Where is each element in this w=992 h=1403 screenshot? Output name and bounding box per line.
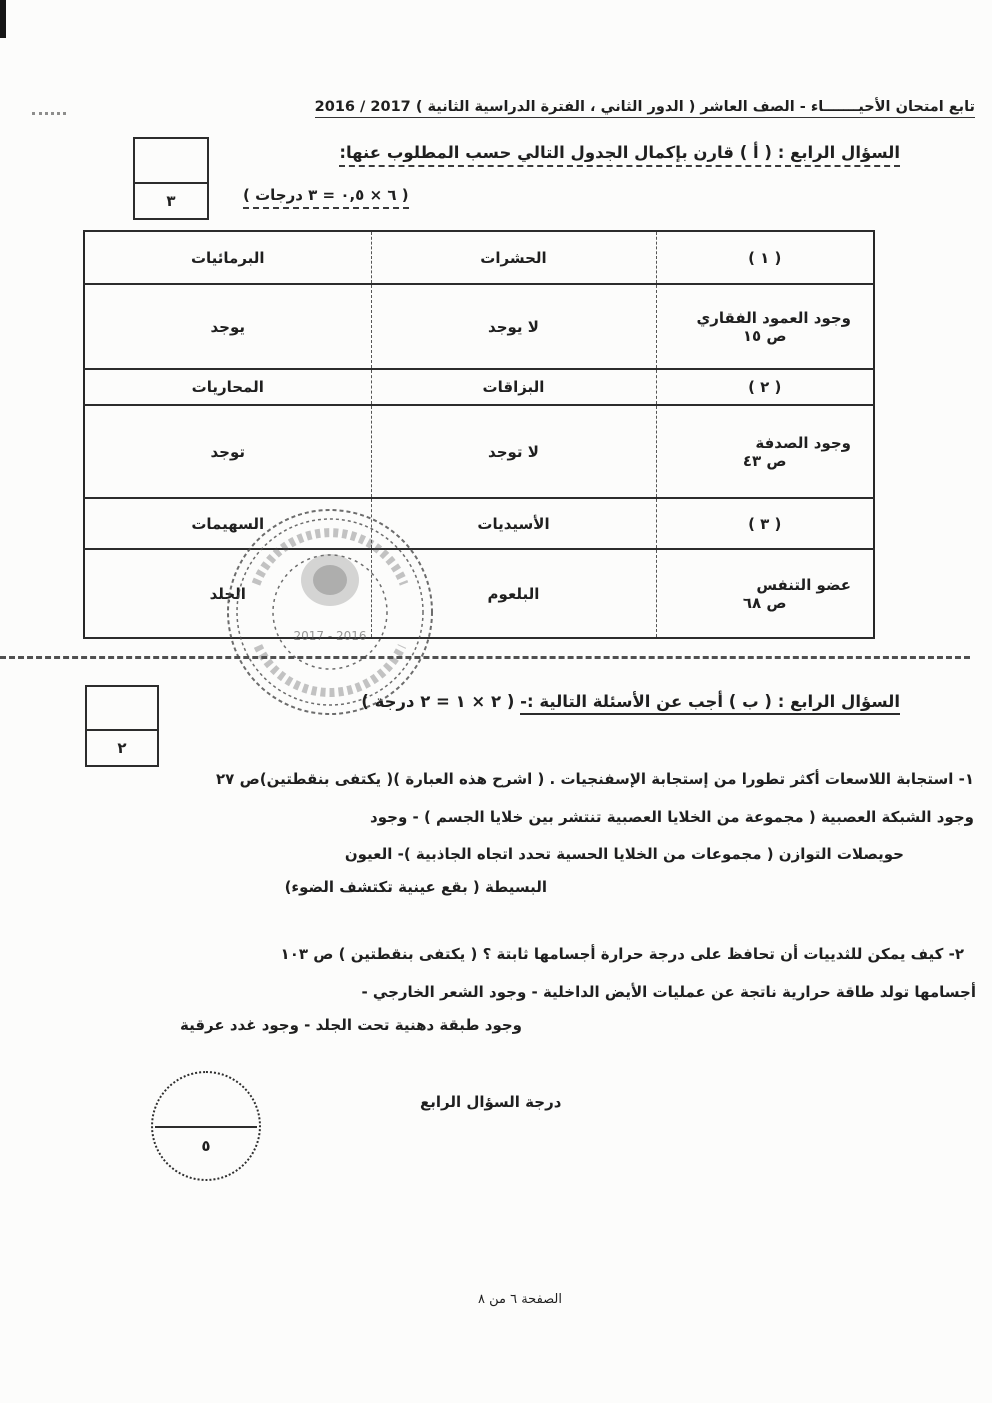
stamp-emblem-core bbox=[313, 565, 347, 595]
criterion-1-number: ( ١ ) bbox=[656, 231, 874, 284]
table-row bbox=[84, 498, 874, 549]
criterion-3-cell bbox=[656, 549, 874, 638]
item2-answer-line1: أجسامها تولد طاقة حرارية ناتجة عن عمليات الأيض الداخلية - وجود الشعر الخارجي - bbox=[361, 983, 976, 1001]
grade-circle-divider bbox=[155, 1126, 257, 1128]
item2-question: ٢- كيف يمكن للثدييات أن تحافظ على درجة حرارة أجسامها ثابتة ؟ ( يكتفى بنقطتين ) ص ١٠٣ bbox=[280, 945, 964, 963]
table-row bbox=[84, 284, 874, 369]
group-amphibians: البرمائيات bbox=[84, 231, 371, 284]
table-row bbox=[84, 405, 874, 498]
grade-label: درجة السؤال الرابع bbox=[420, 1093, 562, 1111]
answer-slugs-shell: لا توجد bbox=[371, 405, 656, 498]
criterion-2-page: ص ٤٣ bbox=[742, 451, 787, 470]
item1-answer-line1: وجود الشبكة العصبية ( مجموعة من الخلايا العصبية تنتشر بين خلايا الجسم ) - وجود bbox=[370, 808, 974, 826]
score-box-question-a bbox=[133, 137, 209, 220]
question-b-marks: ( ٢ × ١ = ٢ درجة ) bbox=[361, 692, 515, 711]
page-header bbox=[315, 99, 975, 115]
item1-answer-line3: البسيطة ( بقع عينية تكتشف الضوء) bbox=[284, 878, 547, 896]
dashed-separator bbox=[0, 656, 970, 659]
score-box-value: ٣ bbox=[166, 192, 176, 210]
item2-answer-line2: وجود طبقة دهنية تحت الجلد - وجود غدد عرقية bbox=[180, 1016, 522, 1034]
group-clams: المحاريات bbox=[84, 369, 371, 405]
criterion-1-page: ص ١٥ bbox=[742, 326, 787, 345]
table-row bbox=[84, 231, 874, 284]
criterion-1-cell bbox=[656, 284, 874, 369]
item1-question: ١- استجابة اللاسعات أكثر تطورا من إستجابة الإسفنجيات . ( اشرح هذه العبارة )( يكتفى بنقطتين)ص ٢٧ bbox=[216, 770, 974, 788]
group-lancelets: السهيمات bbox=[84, 498, 371, 549]
criterion-2-cell bbox=[656, 405, 874, 498]
answer-ascidians-respiration: البلعوم bbox=[371, 549, 656, 638]
score-box-value: ٢ bbox=[117, 739, 127, 757]
criterion-1-text: وجود العمود الفقاري bbox=[696, 308, 851, 327]
item1-answer-line2: حويصلات التوازن ( مجموعات من الخلايا الحسية تحدد اتجاه الجاذبية )- العيون bbox=[344, 845, 904, 863]
answer-amphibians-backbone: يوجد bbox=[84, 284, 371, 369]
criterion-2-number: ( ٢ ) bbox=[656, 369, 874, 405]
answer-clams-shell: توجد bbox=[84, 405, 371, 498]
criterion-3-text: عضو التنفس bbox=[756, 575, 851, 594]
table-row bbox=[84, 549, 874, 638]
group-insects: الحشرات bbox=[371, 231, 656, 284]
question-b-title bbox=[361, 692, 900, 711]
score-box-empty-cell bbox=[87, 687, 157, 731]
answer-insects-backbone: لا يوجد bbox=[371, 284, 656, 369]
criterion-3-page: ص ٦٨ bbox=[742, 593, 787, 612]
score-box-question-b bbox=[85, 685, 159, 767]
header-year: 2017 / 2016 bbox=[314, 99, 411, 115]
question-a-title: السؤال الرابع : ( أ ) قارن بإكمال الجدول التالي حسب المطلوب عنها: bbox=[339, 143, 900, 162]
scan-artifact-dots bbox=[32, 112, 66, 115]
stamp-year-text: 2016 - 2017 bbox=[293, 629, 367, 643]
question-a-marks: ( ٦ × ٠,٥ = ٣ درجات ) bbox=[243, 186, 409, 204]
comparison-table bbox=[83, 230, 875, 639]
criterion-2-text: وجود الصدفة bbox=[755, 433, 851, 452]
grade-circle bbox=[151, 1071, 261, 1181]
stamp-bottom-text-ring bbox=[258, 646, 402, 692]
group-ascidians: الأسيديات bbox=[371, 498, 656, 549]
score-box-empty-cell bbox=[135, 139, 207, 184]
group-slugs: البزاقات bbox=[371, 369, 656, 405]
page-number: الصفحة ٦ من ٨ bbox=[477, 1292, 562, 1307]
criterion-3-number: ( ٣ ) bbox=[656, 498, 874, 549]
table-row bbox=[84, 369, 874, 405]
header-text: تابع امتحان الأحيـــــــاء - الصف العاشر ( الدور الثاني ، الفترة الدراسية الثانية ) bbox=[415, 99, 975, 115]
answer-lancelets-respiration: الجلد bbox=[84, 549, 371, 638]
question-b-title-text: السؤال الرابع : ( ب ) أجب عن الأسئلة التالية :- bbox=[520, 692, 900, 715]
scan-artifact-edge bbox=[0, 0, 6, 38]
grade-value: ٥ bbox=[201, 1136, 211, 1155]
